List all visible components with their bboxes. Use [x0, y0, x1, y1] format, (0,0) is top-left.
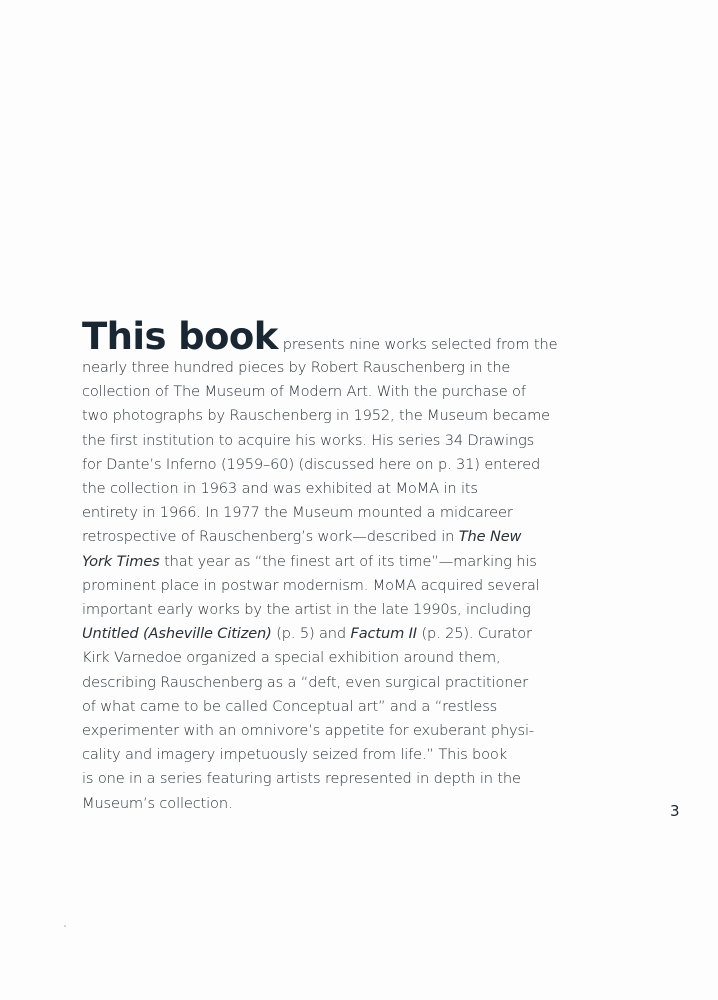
paragraph-line-19	[82, 767, 582, 791]
line-run: presents nine works selected from the	[282, 336, 558, 353]
paragraph-line-1	[82, 315, 582, 358]
paragraph-line-4	[82, 404, 582, 428]
line-run: important early works by the artist in the late 1990s, including	[82, 601, 531, 619]
line-run: entirety in 1966. In 1977 the Museum mounted a midcareer	[82, 504, 513, 522]
line-run: that year as “the finest art of its time”—marking his	[159, 552, 537, 570]
line-run: cality and imagery impetuously seized from life.” This book	[82, 746, 508, 764]
paragraph-line-20	[82, 792, 582, 816]
paper-speck	[64, 925, 66, 927]
paragraph-line-10	[82, 550, 582, 574]
lead-heading: This book	[82, 315, 278, 358]
line-run: is one in a series featuring artists represented in depth in the	[82, 770, 521, 788]
italic-title-run: York Times	[82, 552, 160, 570]
line-run: Museum’s collection.	[82, 794, 233, 812]
paragraph-line-12	[82, 598, 582, 622]
paragraph-line-2	[82, 356, 582, 380]
line-run: the collection in 1963 and was exhibited at MoMA in its	[82, 480, 478, 498]
line-run: retrospective of Rauschenberg’s work—described in	[82, 528, 459, 546]
line-run: (p. 5) and	[271, 625, 351, 643]
paragraph-line-6	[82, 453, 582, 477]
line-run: describing Rauschenberg as a “deft, even surgical practitioner	[82, 673, 529, 691]
paragraph-line-15	[82, 671, 582, 695]
italic-title-run: Factum II	[350, 625, 417, 643]
paragraph-line-3	[82, 380, 582, 404]
line-run: of what came to be called Conceptual art” and a “restless	[82, 697, 498, 715]
paragraph-line-7	[82, 477, 582, 501]
line-run: the first institution to acquire his works. His series 34 Drawings	[82, 431, 535, 449]
page-number: 3	[670, 802, 680, 820]
paragraph-line-16	[82, 695, 582, 719]
line-run: for Dante’s Inferno (1959–60) (discussed here on p. 31) entered	[82, 455, 541, 473]
line-run: two photographs by Rauschenberg in 1952, the Museum became	[82, 407, 550, 425]
paragraph-line-14	[82, 646, 582, 670]
line-run: prominent place in postwar modernism. MoMA acquired several	[82, 576, 540, 594]
italic-title-run: The New	[458, 528, 522, 546]
intro-paragraph	[82, 315, 582, 816]
paragraph-line-9	[82, 525, 582, 549]
line-run: collection of The Museum of Modern Art. With the purchase of	[82, 383, 526, 401]
line-run: Kirk Varnedoe organized a special exhibition around them,	[82, 649, 501, 667]
paragraph-line-5	[82, 429, 582, 453]
line-run: (p. 25). Curator	[416, 625, 532, 643]
line-run: experimenter with an omnivore’s appetite for exuberant physi-	[82, 722, 535, 740]
paragraph-line-18	[82, 743, 582, 767]
italic-title-run: Untitled (Asheville Citizen)	[82, 625, 272, 643]
paragraph-line-8	[82, 501, 582, 525]
paragraph-line-11	[82, 574, 582, 598]
line-run: nearly three hundred pieces by Robert Rauschenberg in the	[82, 359, 511, 376]
paragraph-line-13	[82, 622, 582, 646]
paragraph-line-17	[82, 719, 582, 743]
